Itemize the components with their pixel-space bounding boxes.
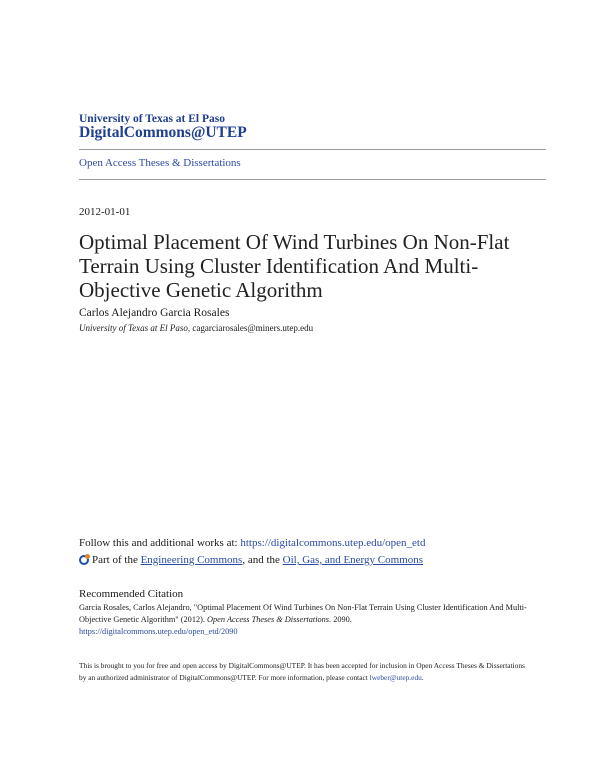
collection-link[interactable]: Open Access Theses & Dissertations [79, 157, 241, 169]
document-title: Optimal Placement Of Wind Turbines On Non-Flat Terrain Using Cluster Identification And Multi-Objective Genetic Algorithm [79, 230, 510, 302]
follow-line [79, 537, 425, 549]
partof-between: , and the [242, 554, 283, 566]
footer-end: . [421, 673, 424, 682]
citation-number: . 2090. [329, 615, 352, 624]
contact-email-link[interactable]: lweber@utep.edu [369, 673, 422, 682]
author-email: , cagarciarosales@miners.utep.edu [187, 323, 314, 333]
author-affiliation [79, 323, 313, 333]
citation-body: Garcia Rosales, Carlos Alejandro, "Optimal Placement Of Wind Turbines On Non-Flat Terrain Using Cluster Identification And Multi-Objective Genetic Algorithm" (2012). [79, 603, 527, 624]
part-of-line [79, 554, 423, 566]
publication-date: 2012-01-01 [79, 206, 131, 218]
oil-gas-energy-commons-link[interactable]: Oil, Gas, and Energy Commons [282, 554, 423, 566]
author-name: Carlos Alejandro Garcia Rosales [79, 307, 230, 319]
divider [79, 149, 546, 150]
follow-label: Follow this and additional works at: [79, 537, 241, 549]
footer-notice [79, 660, 529, 684]
engineering-commons-link[interactable]: Engineering Commons [140, 554, 243, 566]
citation-text [79, 602, 529, 638]
citation-url-link[interactable]: https://digitalcommons.utep.edu/open_etd/2090 [79, 627, 238, 636]
follow-link[interactable]: https://digitalcommons.utep.edu/open_etd [240, 537, 426, 549]
institution-name: University of Texas at El Paso [79, 113, 225, 125]
citation-heading: Recommended Citation [79, 588, 184, 600]
affiliation: University of Texas at El Paso [79, 323, 188, 333]
open-access-icon [79, 555, 89, 565]
repository-name[interactable]: DigitalCommons@UTEP [79, 124, 247, 141]
footer-text: This is brought to you for free and open access by DigitalCommons@UTEP. It has been accepted for inclusion in Open Access Theses & Dissertations by an authorized administrator of DigitalCommons@UTEP. For more information, please contact [79, 661, 525, 682]
citation-series: Open Access Theses & Dissertations [207, 615, 330, 624]
partof-label: Part of the [92, 554, 141, 566]
divider [79, 179, 546, 180]
